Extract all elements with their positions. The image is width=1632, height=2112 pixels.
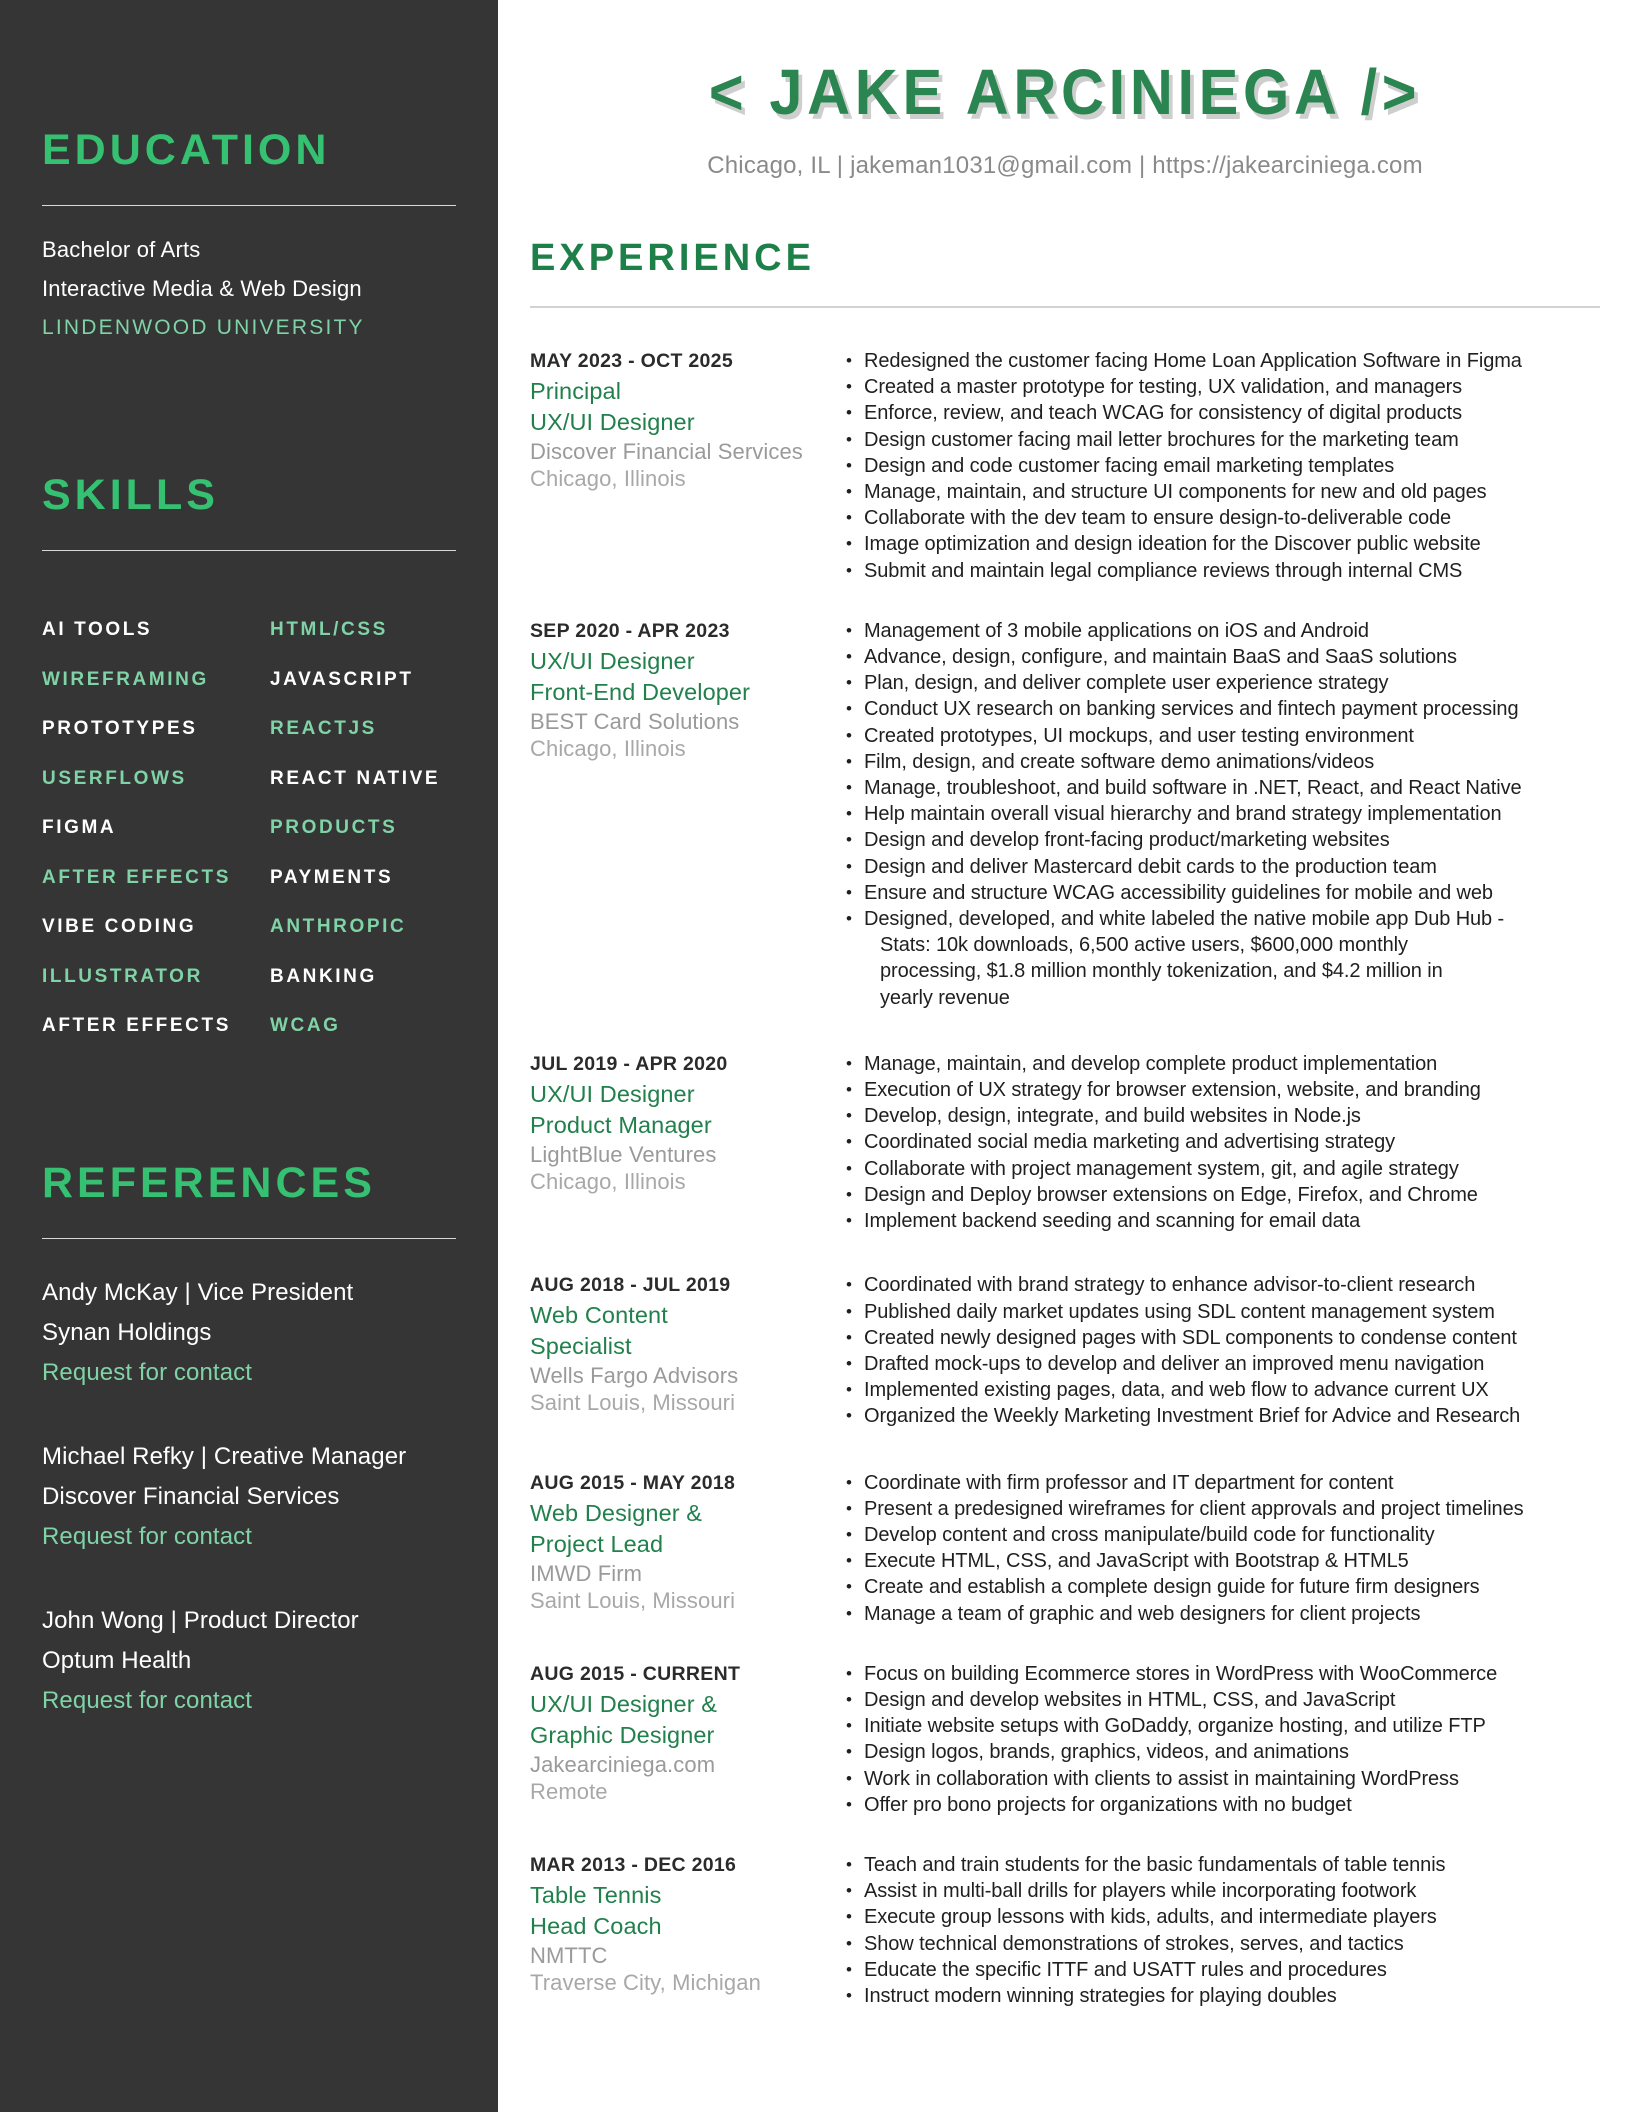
experience-entry: [498, 1661, 1632, 1818]
skill-item: WIREFRAMING: [42, 668, 209, 690]
reference-item: [42, 1437, 498, 1557]
experience-title: Principal: [530, 378, 622, 404]
experience-bullet: • Design and develop websites in HTML, CSS, and JavaScript: [844, 1687, 1632, 1713]
experience-meta: [530, 1470, 830, 1627]
experience-title: Graphic Designer: [530, 1721, 715, 1748]
experience-bullet: • Design logos, brands, graphics, videos, and animations: [844, 1739, 1632, 1765]
experience-bullet: • Submit and maintain legal compliance reviews through internal CMS: [844, 558, 1632, 584]
references-section: [0, 1051, 498, 1721]
experience-bullet: • Assist in multi-ball drills for players while incorporating footwork: [844, 1878, 1632, 1904]
reference-company: Discover Financial Services: [42, 1482, 340, 1510]
experience-date: MAR 2013 - DEC 2016: [530, 1853, 737, 1876]
experience-bullet: • Design customer facing mail letter brochures for the marketing team: [844, 427, 1632, 453]
experience-meta: [530, 1661, 830, 1818]
experience-bullet: • Show technical demonstrations of strokes, serves, and tactics: [844, 1931, 1632, 1957]
experience-bullet: • Management of 3 mobile applications on iOS and Android: [844, 618, 1632, 644]
experience-entry: [498, 618, 1632, 1011]
experience-divider: [530, 306, 1600, 308]
experience-title: UX/UI Designer: [530, 647, 695, 674]
experience-date: JUL 2019 - APR 2020: [530, 1052, 728, 1075]
experience-date: AUG 2015 - CURRENT: [530, 1662, 741, 1685]
skill-item: AFTER EFFECTS: [42, 1015, 231, 1036]
experience-bullet: • Educate the specific ITTF and USATT rules and procedures: [844, 1957, 1632, 1983]
experience-date: SEP 2020 - APR 2023: [530, 619, 730, 642]
experience-bullet: • Redesigned the customer facing Home Loan Application Software in Figma: [844, 348, 1632, 374]
references-heading: REFERENCES: [42, 1158, 376, 1207]
experience-location: Chicago, Illinois: [530, 466, 686, 491]
skill-item: PRODUCTS: [270, 817, 398, 838]
experience-bullet: • Design and code customer facing email marketing templates: [844, 453, 1632, 479]
skill-item: REACT NATIVE: [270, 767, 441, 789]
experience-bullets: [830, 1661, 1632, 1818]
reference-name: John Wong | Product Director: [42, 1606, 359, 1634]
experience-title: Web Content: [530, 1302, 668, 1329]
page-title: < JAKE ARCINIEGA />: [708, 56, 1422, 128]
experience-location: Traverse City, Michigan: [530, 1969, 761, 1995]
experience-bullet: • Collaborate with the dev team to ensure design-to-deliverable code: [844, 505, 1632, 531]
experience-bullet: • Coordinated with brand strategy to enhance advisor-to-client research: [844, 1272, 1632, 1298]
experience-bullet: • Created prototypes, UI mockups, and user testing environment: [844, 723, 1632, 749]
main-content: [498, 0, 1632, 2112]
experience-bullet: • Manage a team of graphic and web designers for client projects: [844, 1601, 1632, 1627]
experience-bullets: [830, 1272, 1632, 1429]
reference-company: Synan Holdings: [42, 1318, 212, 1346]
skill-item: JAVASCRIPT: [270, 668, 414, 690]
experience-title: UX/UI Designer: [530, 409, 695, 435]
experience-company: LightBlue Ventures: [530, 1141, 717, 1167]
experience-bullet: • Implemented existing pages, data, and web flow to advance current UX: [844, 1377, 1632, 1403]
experience-location: Chicago, Illinois: [530, 1168, 686, 1194]
experience-bullet-continuation: Stats: 10k downloads, 6,500 active users, $600,000 monthly processing, $1.8 million monthly tokenization, and $4.2 million in yearly revenue: [880, 934, 1443, 1009]
skills-divider: [42, 550, 456, 551]
experience-entry: [498, 1470, 1632, 1627]
experience-meta: [530, 1852, 830, 2009]
experience-bullet: • Create and establish a complete design guide for future firm designers: [844, 1574, 1632, 1600]
education-degree: Bachelor of Arts: [42, 237, 201, 262]
experience-title: Product Manager: [530, 1111, 712, 1138]
experience-heading: EXPERIENCE: [530, 237, 815, 279]
experience-bullet: • Film, design, and create software demo animations/videos: [844, 749, 1632, 775]
skills-section: [0, 347, 498, 1051]
education-heading: EDUCATION: [42, 126, 331, 174]
experience-bullet: • Teach and train students for the basic fundamentals of table tennis: [844, 1852, 1632, 1878]
experience-date: AUG 2018 - JUL 2019: [530, 1274, 731, 1297]
skill-item: HTML/CSS: [270, 619, 388, 640]
experience-company: BEST Card Solutions: [530, 708, 740, 734]
skill-item: PAYMENTS: [270, 866, 394, 888]
experience-bullet: • Manage, maintain, and structure UI components for new and old pages: [844, 479, 1632, 505]
skill-item: FIGMA: [42, 817, 117, 838]
reference-contact-link[interactable]: Request for contact: [42, 1686, 253, 1714]
experience-title: Head Coach: [530, 1912, 662, 1939]
reference-company: Optum Health: [42, 1646, 192, 1674]
reference-name: Michael Refky | Creative Manager: [42, 1442, 407, 1470]
experience-entry: [498, 1852, 1632, 2009]
skill-item: AI TOOLS: [42, 619, 153, 640]
experience-company: Discover Financial Services: [530, 439, 803, 464]
experience-bullet: • Present a predesigned wireframes for client approvals and project timelines: [844, 1496, 1632, 1522]
experience-meta: [530, 618, 830, 1011]
skills-heading: SKILLS: [42, 471, 219, 519]
experience-company: NMTTC: [530, 1942, 608, 1968]
reference-item: [42, 1601, 498, 1721]
experience-bullet: • Ensure and structure WCAG accessibility guidelines for mobile and web: [844, 880, 1632, 906]
education-school: LINDENWOOD UNIVERSITY: [42, 316, 365, 339]
experience-title: Table Tennis: [530, 1881, 662, 1908]
experience-company: Jakearciniega.com: [530, 1751, 716, 1777]
skill-item: ANTHROPIC: [270, 916, 407, 937]
experience-bullet: • Designed, developed, and white labeled the native mobile app Dub Hub -: [844, 906, 1632, 932]
experience-bullet: • Design and develop front-facing product/marketing websites: [844, 827, 1632, 853]
skill-item: WCAG: [270, 1015, 341, 1036]
education-field: Interactive Media & Web Design: [42, 276, 362, 301]
experience-bullet: • Organized the Weekly Marketing Investment Brief for Advice and Research: [844, 1403, 1632, 1429]
experience-bullets: [830, 618, 1632, 1011]
reference-contact-link[interactable]: Request for contact: [42, 1522, 253, 1550]
experience-entry: [498, 1051, 1632, 1234]
experience-bullets: [830, 348, 1632, 584]
references-list: [0, 1239, 498, 1721]
skill-item: VIBE CODING: [42, 916, 197, 937]
experience-bullet: • Coordinate with firm professor and IT department for content: [844, 1470, 1632, 1496]
experience-bullet: • Instruct modern winning strategies for playing doubles: [844, 1983, 1632, 2009]
skill-item: PROTOTYPES: [42, 718, 198, 739]
experience-bullet: • Execute group lessons with kids, adults, and intermediate players: [844, 1904, 1632, 1930]
experience-bullet: • Drafted mock-ups to develop and deliver an improved menu navigation: [844, 1351, 1632, 1377]
education-section: [0, 0, 498, 347]
experience-bullet: • Help maintain overall visual hierarchy and brand strategy implementation: [844, 801, 1632, 827]
sidebar: [0, 0, 498, 2112]
experience-bullet: • Develop, design, integrate, and build websites in Node.js: [844, 1103, 1632, 1129]
reference-contact-link[interactable]: Request for contact: [42, 1358, 253, 1386]
experience-bullet: • Execute HTML, CSS, and JavaScript with Bootstrap & HTML5: [844, 1548, 1632, 1574]
experience-date: MAY 2023 - OCT 2025: [530, 350, 733, 372]
experience-bullet: • Created newly designed pages with SDL components to condense content: [844, 1325, 1632, 1351]
contact-line: Chicago, IL | jakeman1031@gmail.com | https://jakearciniega.com: [707, 152, 1423, 179]
skill-item: AFTER EFFECTS: [42, 866, 231, 888]
experience-bullet: • Develop content and cross manipulate/build code for functionality: [844, 1522, 1632, 1548]
experience-bullet: • Conduct UX research on banking services and fintech payment processing: [844, 696, 1632, 722]
experience-bullet: • Enforce, review, and teach WCAG for consistency of digital products: [844, 400, 1632, 426]
skills-grid: [42, 605, 498, 1051]
experience-bullet: • Advance, design, configure, and maintain BaaS and SaaS solutions: [844, 644, 1632, 670]
experience-title: Specialist: [530, 1333, 632, 1360]
experience-location: Saint Louis, Missouri: [530, 1390, 736, 1416]
experience-bullets: [830, 1051, 1632, 1234]
experience-entry: [498, 348, 1632, 584]
experience-bullet: • Design and deliver Mastercard debit cards to the production team: [844, 854, 1632, 880]
experience-location: Saint Louis, Missouri: [530, 1587, 736, 1613]
experience-meta: [530, 348, 830, 584]
experience-bullets: [830, 1852, 1632, 2009]
experience-title: UX/UI Designer &: [530, 1690, 718, 1717]
skill-item: USERFLOWS: [42, 767, 187, 789]
experience-bullet: • Initiate website setups with GoDaddy, organize hosting, and utilize FTP: [844, 1713, 1632, 1739]
experience-meta: [530, 1272, 830, 1429]
experience-bullet: • Plan, design, and deliver complete user experience strategy: [844, 670, 1632, 696]
experience-bullet: • Collaborate with project management system, git, and agile strategy: [844, 1156, 1632, 1182]
experience-bullet: • Published daily market updates using SDL content management system: [844, 1299, 1632, 1325]
experience-bullet: • Implement backend seeding and scanning for email data: [844, 1208, 1632, 1234]
experience-list: [498, 348, 1632, 2009]
experience-entry: [498, 1272, 1632, 1429]
skill-item: REACTJS: [270, 718, 377, 739]
skill-item: ILLUSTRATOR: [42, 965, 203, 987]
experience-company: IMWD Firm: [530, 1560, 643, 1586]
experience-location: Chicago, Illinois: [530, 735, 686, 761]
experience-bullet: • Image optimization and design ideation for the Discover public website: [844, 531, 1632, 557]
experience-company: Wells Fargo Advisors: [530, 1363, 739, 1389]
experience-date: AUG 2015 - MAY 2018: [530, 1471, 736, 1494]
experience-title: Web Designer &: [530, 1499, 703, 1526]
experience-bullet: • Design and Deploy browser extensions on Edge, Firefox, and Chrome: [844, 1182, 1632, 1208]
experience-title: Front-End Developer: [530, 678, 751, 705]
experience-bullet: • Focus on building Ecommerce stores in WordPress with WooCommerce: [844, 1661, 1632, 1687]
experience-bullet: • Manage, troubleshoot, and build software in .NET, React, and React Native: [844, 775, 1632, 801]
experience-title: UX/UI Designer: [530, 1080, 695, 1107]
reference-item: [42, 1273, 498, 1393]
experience-bullet: • Execution of UX strategy for browser extension, website, and branding: [844, 1077, 1632, 1103]
experience-bullet: • Work in collaboration with clients to assist in maintaining WordPress: [844, 1766, 1632, 1792]
experience-bullet: • Coordinated social media marketing and advertising strategy: [844, 1129, 1632, 1155]
reference-name: Andy McKay | Vice President: [42, 1278, 354, 1306]
experience-bullet: • Created a master prototype for testing, UX validation, and managers: [844, 374, 1632, 400]
experience-meta: [530, 1051, 830, 1234]
experience-title: Project Lead: [530, 1530, 664, 1557]
experience-bullets: [830, 1470, 1632, 1627]
experience-location: Remote: [530, 1778, 608, 1804]
experience-bullet: • Manage, maintain, and develop complete product implementation: [844, 1051, 1632, 1077]
skill-item: BANKING: [270, 965, 377, 987]
experience-bullet: • Offer pro bono projects for organizations with no budget: [844, 1792, 1632, 1818]
